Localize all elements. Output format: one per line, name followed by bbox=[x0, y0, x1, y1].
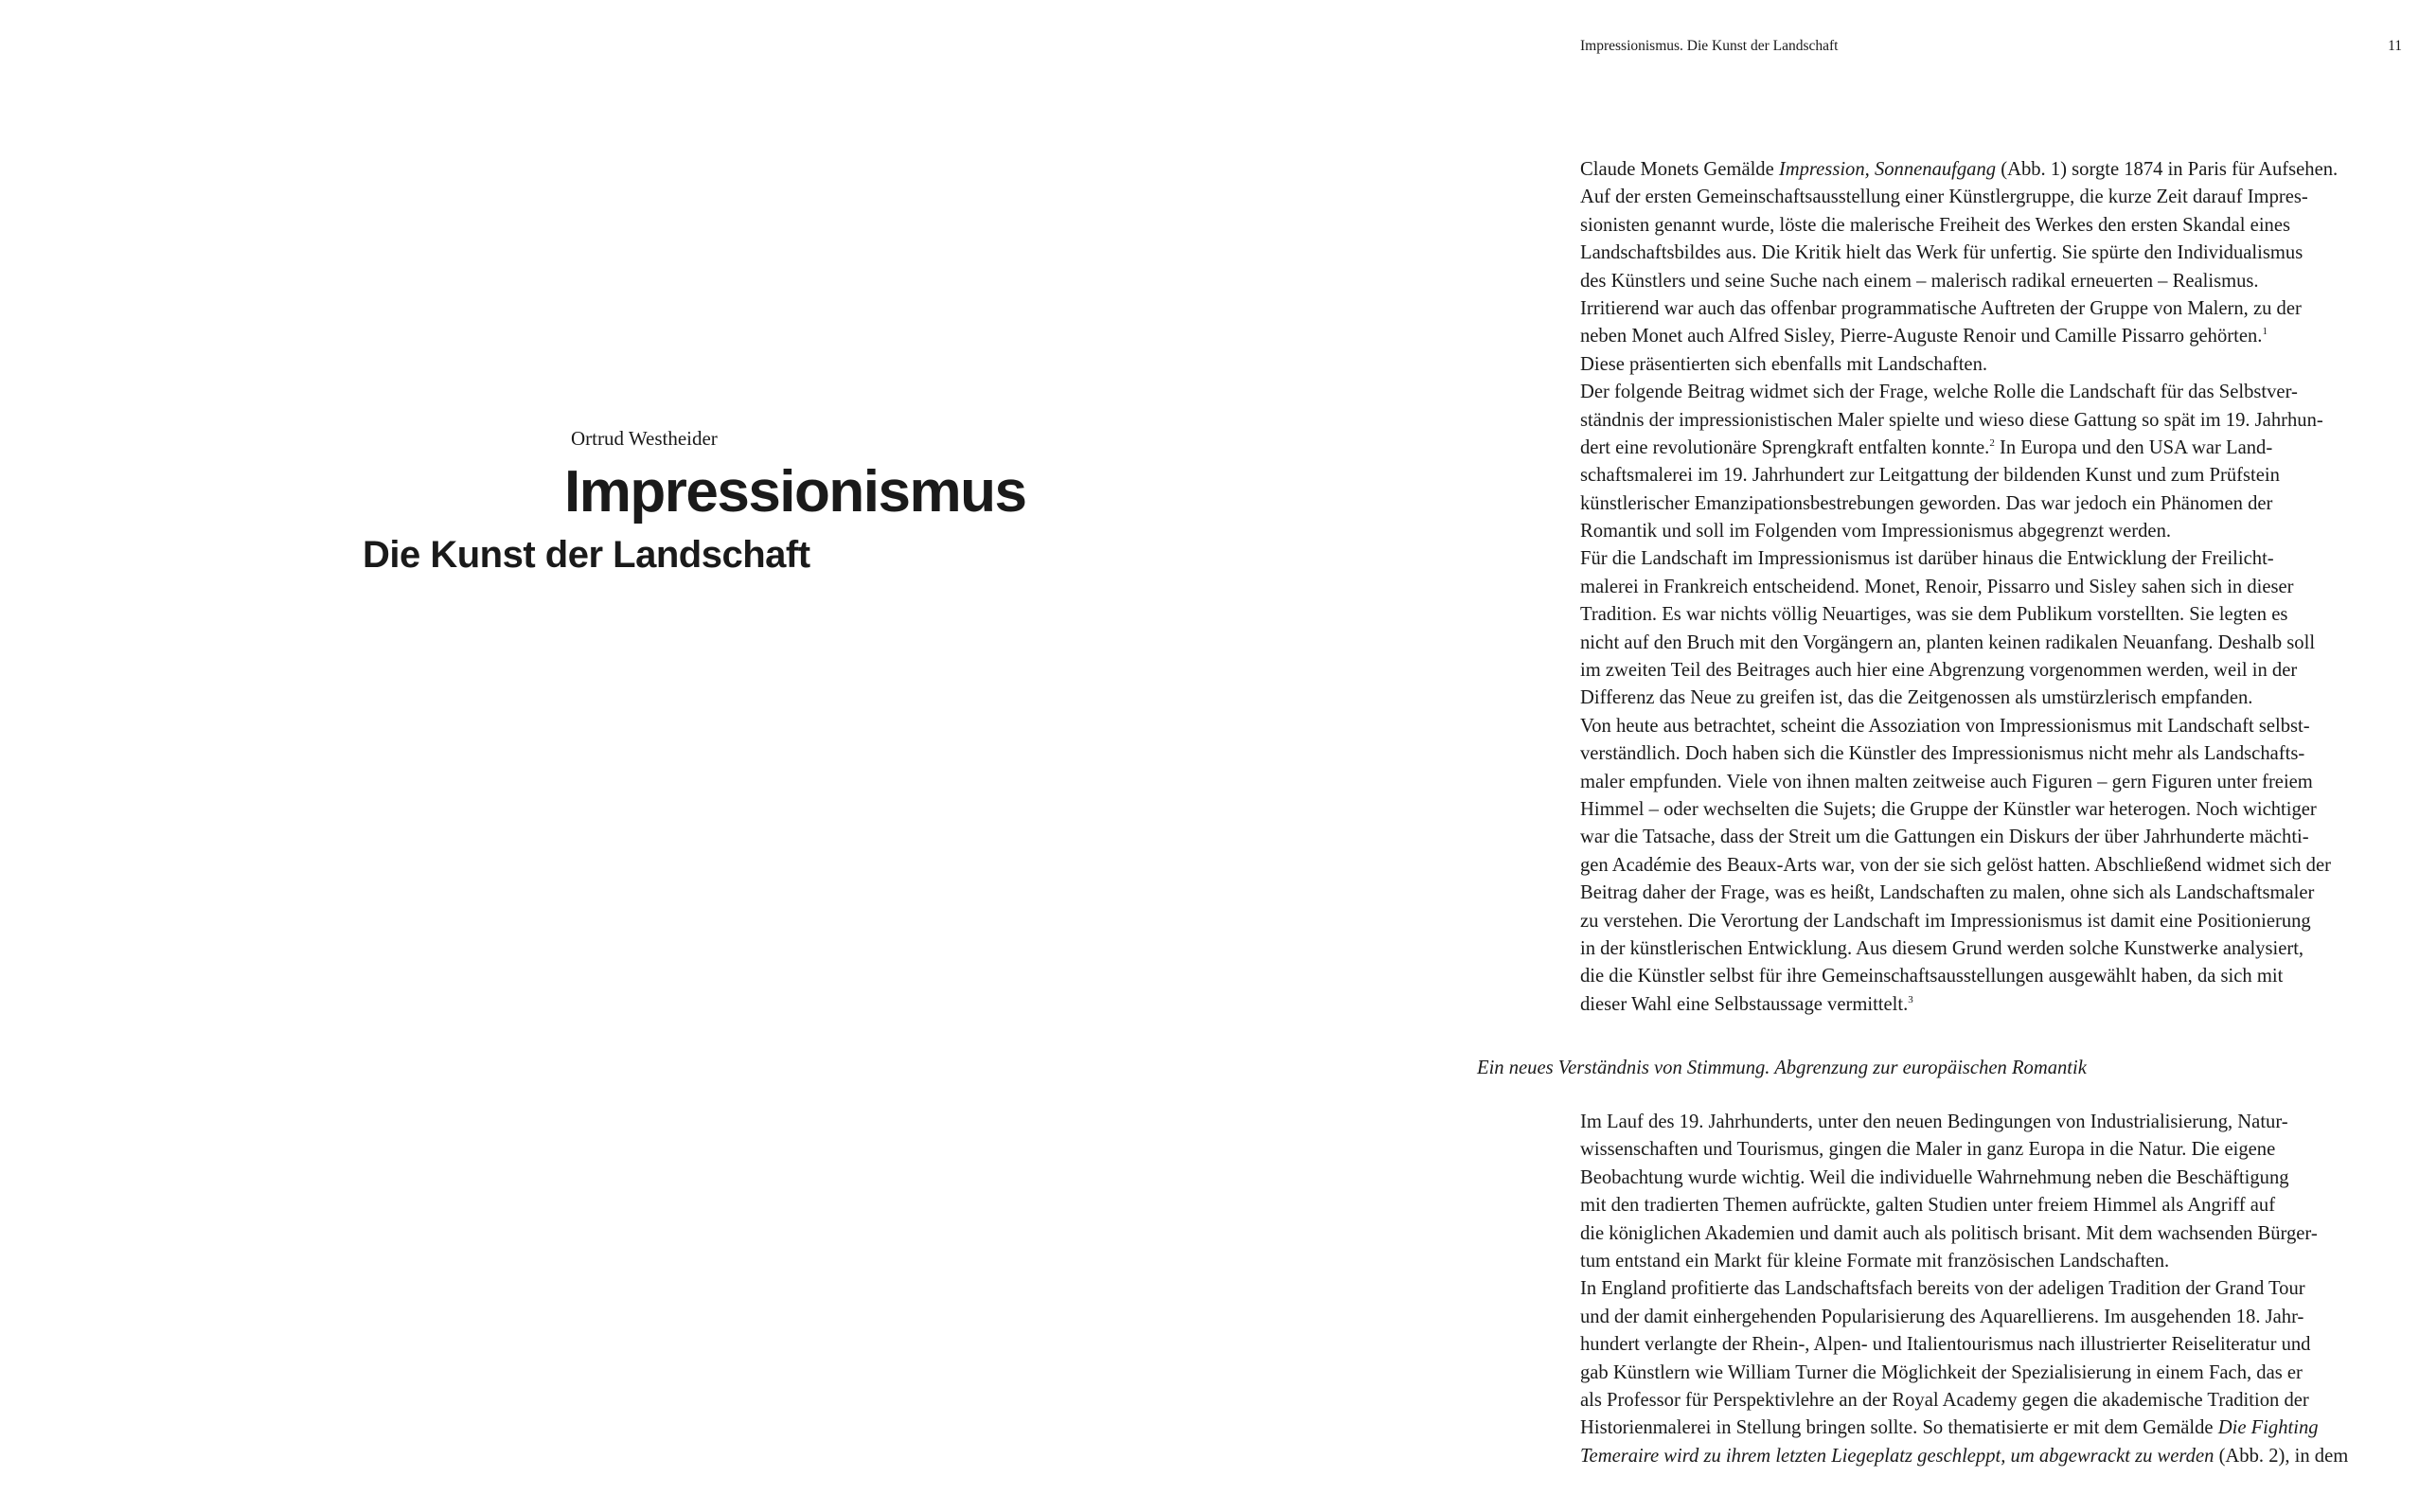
page-number: 11 bbox=[2388, 38, 2402, 54]
text-line: zu verstehen. Die Verortung der Landschaft im Impressionismus ist damit eine Positionierung bbox=[1580, 910, 2311, 932]
text-line: Von heute aus betrachtet, scheint die Assoziation von Impressionismus mit Landschaft selbst- bbox=[1580, 715, 2310, 737]
text-line: künstlerischer Emanzipationsbestrebungen geworden. Das war jedoch ein Phänomen der bbox=[1580, 492, 2273, 514]
text-line: verständlich. Doch haben sich die Künstler des Impressionismus nicht mehr als Landschafts- bbox=[1580, 743, 2305, 765]
text-line: Himmel – oder wechselten die Sujets; die Gruppe der Künstler war heterogen. Noch wichtiger bbox=[1580, 798, 2317, 820]
intro-text-block bbox=[1580, 156, 2406, 1019]
text-line: Diese präsentierten sich ebenfalls mit Landschaften. bbox=[1580, 353, 1988, 375]
text-line: gen Académie des Beaux-Arts war, von der sie sich gelöst hatten. Abschließend widmet sich der bbox=[1580, 854, 2331, 876]
text-line: wissenschaften und Tourismus, gingen die Maler in ganz Europa in die Natur. Die eigene bbox=[1580, 1139, 2276, 1161]
text-fragment: dert eine revolutionäre Sprengkraft entfalten konnte. bbox=[1580, 436, 1990, 458]
text-line: Landschaftsbildes aus. Die Kritik hielt das Werk für unfertig. Sie spürte den Individualismus bbox=[1580, 242, 2303, 264]
text-line: Tradition. Es war nichts völlig Neuartiges, was sie dem Publikum vorstellten. Sie legten es bbox=[1580, 604, 2288, 626]
text-fragment: Claude Monets Gemälde bbox=[1580, 159, 1779, 180]
text-line: tum entstand ein Markt für kleine Formate mit französischen Landschaften. bbox=[1580, 1250, 2170, 1272]
page-title: Impressionismus bbox=[564, 459, 1026, 525]
text-line: mit den tradierten Themen aufrückte, galten Studien unter freiem Himmel als Angriff auf bbox=[1580, 1195, 2276, 1217]
text-line: als Professor für Perspektivlehre an der Royal Academy gegen die akademische Tradition der bbox=[1580, 1389, 2309, 1411]
second-text-block bbox=[1580, 1109, 2406, 1470]
footnote-marker[interactable]: 2 bbox=[1989, 436, 1995, 449]
text-line bbox=[1580, 323, 2406, 350]
text-line bbox=[1580, 435, 2406, 462]
text-line: war die Tatsache, dass der Streit um die Gattungen ein Diskurs der über Jahrhunderte mächti- bbox=[1580, 827, 2309, 848]
author-name: Ortrud Westheider bbox=[571, 427, 718, 450]
section-heading: Ein neues Verständnis von Stimmung. Abgrenzung zur europäischen Romantik bbox=[1477, 1058, 2087, 1078]
text-line: schaftsmalerei im 19. Jahrhundert zur Leitgattung der bildenden Kunst und zum Prüfstein bbox=[1580, 465, 2280, 487]
text-line: Beobachtung wurde wichtig. Weil die individuelle Wahrnehmung neben die Beschäftigung bbox=[1580, 1166, 2289, 1188]
text-line: gab Künstlern wie William Turner die Möglichkeit der Spezialisierung in einem Fach, das er bbox=[1580, 1361, 2303, 1383]
artwork-title: Temeraire wird zu ihrem letzten Liegeplatz geschleppt, um abgewrackt zu werden bbox=[1580, 1445, 2214, 1467]
text-line: maler empfunden. Viele von ihnen malten zeitweise auch Figuren – gern Figuren unter freiem bbox=[1580, 771, 2313, 792]
left-page bbox=[0, 0, 1209, 1512]
artwork-title: Die Fighting bbox=[2217, 1417, 2319, 1439]
right-page bbox=[1209, 0, 2419, 1512]
footnote-marker[interactable]: 3 bbox=[1908, 993, 1913, 1005]
text-line: In England profitierte das Landschaftsfach bereits von der adeligen Tradition der Grand Tour bbox=[1580, 1278, 2305, 1300]
page-subtitle: Die Kunst der Landschaft bbox=[363, 534, 810, 576]
text-line: Differenz das Neue zu greifen ist, das die Zeitgenossen als umstürzlerisch empfanden. bbox=[1580, 687, 2253, 709]
text-line: Beitrag daher der Frage, was es heißt, Landschaften zu malen, ohne sich als Landschaftsmaler bbox=[1580, 882, 2315, 904]
text-line: die die Künstler selbst für ihre Gemeinschaftsausstellungen ausgewählt haben, da sich mit bbox=[1580, 966, 2284, 987]
text-line: Im Lauf des 19. Jahrhunderts, unter den neuen Bedingungen von Industrialisierung, Natur- bbox=[1580, 1112, 2288, 1132]
text-line: in der künstlerischen Entwicklung. Aus diesem Grund werden solche Kunstwerke analysiert, bbox=[1580, 937, 2304, 959]
text-line bbox=[1580, 156, 2406, 184]
text-line: im zweiten Teil des Beitrages auch hier eine Abgrenzung vorgenommen werden, weil in der bbox=[1580, 660, 2298, 682]
text-line: nicht auf den Bruch mit den Vorgängern an, planten keinen radikalen Neuanfang. Deshalb soll bbox=[1580, 631, 2316, 653]
text-line: sionisten genannt wurde, löste die malerische Freiheit des Werkes den ersten Skandal eines bbox=[1580, 214, 2290, 236]
text-line bbox=[1580, 991, 2406, 1019]
text-line: des Künstlers und seine Suche nach einem – malerisch radikal erneuerten – Realismus. bbox=[1580, 270, 2259, 292]
text-line: Auf der ersten Gemeinschaftsausstellung einer Künstlergruppe, die kurze Zeit darauf Impres- bbox=[1580, 187, 2308, 208]
text-line: malerei in Frankreich entscheidend. Monet, Renoir, Pissarro und Sisley sahen sich in dieser bbox=[1580, 576, 2294, 597]
text-line: ständnis der impressionistischen Maler spielte und wieso diese Gattung so spät im 19. Jahrhun- bbox=[1580, 409, 2323, 431]
text-line bbox=[1580, 1414, 2406, 1442]
running-head: Impressionismus. Die Kunst der Landschaft bbox=[1580, 38, 1839, 54]
artwork-title: Impression, Sonnenaufgang bbox=[1778, 159, 1997, 180]
text-line: Irritierend war auch das offenbar programmatische Auftreten der Gruppe von Malern, zu der bbox=[1580, 297, 2302, 319]
text-fragment: In Europa und den USA war Land- bbox=[1994, 436, 2273, 458]
text-line: und der damit einhergehenden Popularisierung des Aquarellierens. Im ausgehenden 18. Jahr- bbox=[1580, 1306, 2304, 1327]
text-fragment: (Abb. 1) sorgte 1874 in Paris für Aufsehen. bbox=[1996, 159, 2339, 180]
text-fragment: Historienmalerei in Stellung bringen sollte. So thematisierte er mit dem Gemälde bbox=[1580, 1417, 2218, 1439]
footnote-marker[interactable]: 1 bbox=[2262, 326, 2268, 338]
text-line bbox=[1580, 1443, 2406, 1470]
text-line: Der folgende Beitrag widmet sich der Frage, welche Rolle die Landschaft für das Selbstver- bbox=[1580, 382, 2298, 403]
text-line: die königlichen Akademien und damit auch als politisch brisant. Mit dem wachsenden Bürger- bbox=[1580, 1222, 2318, 1244]
text-fragment: neben Monet auch Alfred Sisley, Pierre-Auguste Renoir und Camille Pissarro gehörten. bbox=[1580, 326, 2263, 347]
text-fragment: (Abb. 2), in dem bbox=[2214, 1445, 2349, 1467]
text-fragment: dieser Wahl eine Selbstaussage vermittelt. bbox=[1580, 993, 1909, 1015]
text-line: hundert verlangte der Rhein-, Alpen- und Italientourismus nach illustrierter Reiseliteratur und bbox=[1580, 1334, 2311, 1356]
text-line: Romantik und soll im Folgenden vom Impressionismus abgegrenzt werden. bbox=[1580, 521, 2172, 543]
text-line: Für die Landschaft im Impressionismus ist darüber hinaus die Entwicklung der Freilicht- bbox=[1580, 548, 2274, 570]
